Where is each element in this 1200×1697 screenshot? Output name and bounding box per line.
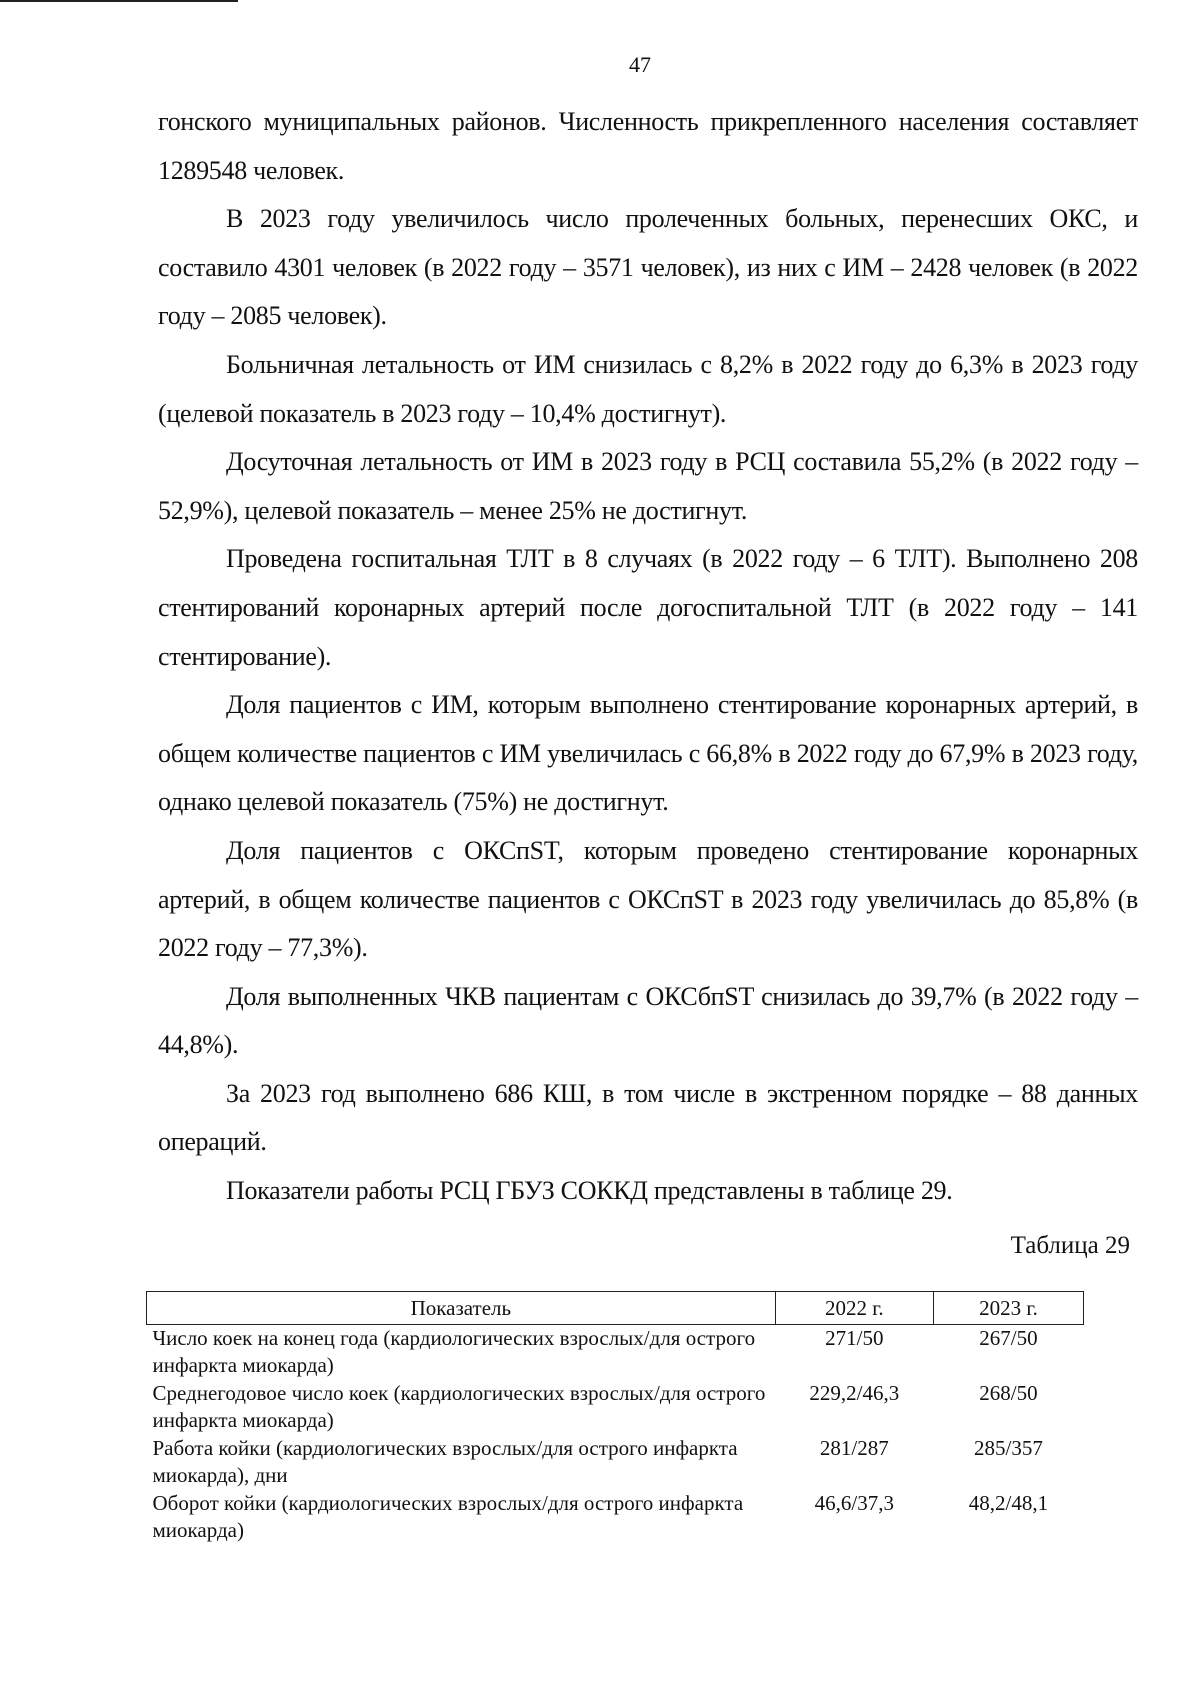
body-text	[158, 98, 1138, 1216]
table-row	[147, 1435, 1084, 1490]
row-value-2022: 46,6/37,3	[814, 1491, 894, 1515]
row-value-2023: 285/357	[974, 1436, 1043, 1460]
row-value-2022: 281/287	[819, 1436, 889, 1460]
table-caption: Таблица 29	[1010, 1232, 1130, 1259]
row-indicator: Среднегодовое число коек (кардиологических взрослых/для острого инфаркта миокарда)	[152, 1381, 766, 1432]
paragraph: Показатели работы РСЦ ГБУЗ СОККД представлены в таблице 29.	[226, 1176, 953, 1206]
top-rule	[0, 0, 238, 2]
row-value-2022: 271/50	[825, 1326, 884, 1350]
page-number: 47	[629, 52, 651, 77]
table-row	[147, 1490, 1084, 1545]
row-value-2022: 229,2/46,3	[809, 1381, 900, 1405]
paragraph: За 2023 год выполнено 686 КШ, в том числе в экстренном порядке – 88 данных операций.	[158, 1078, 1138, 1157]
row-indicator: Число коек на конец года (кардиологических взрослых/для острого инфаркта миокарда)	[152, 1326, 756, 1377]
paragraph: Доля пациентов с ОКСпST, которым проведено стентирование коронарных артерий, в общем количестве пациентов с ОКСпST в 2023 году увеличилась до 85,8% (в 2022 году – 77,3%).	[158, 835, 1138, 963]
indicators-table	[146, 1291, 1084, 1545]
paragraph: Доля пациентов с ИМ, которым выполнено стентирование коронарных артерий, в общем количестве пациентов с ИМ увеличилась с 66,8% в 2022 году до 67,9% в 2023 году, однако целевой показатель (75%) не достигнут.	[158, 690, 1138, 817]
table-row	[147, 1325, 1084, 1381]
paragraph: Больничная летальность от ИМ снизилась с 8,2% в 2022 году до 6,3% в 2023 году (целевой показатель в 2023 году – 10,4% достигнут).	[158, 349, 1138, 428]
header-2022: 2022 г.	[775, 1292, 933, 1325]
header-indicator: Показатель	[147, 1292, 776, 1325]
row-value-2023: 48,2/48,1	[968, 1491, 1049, 1515]
header-2023: 2023 г.	[933, 1292, 1083, 1325]
table-header-row	[147, 1292, 1084, 1325]
paragraph: гонского муниципальных районов. Численность прикрепленного населения составляет 1289548 человек.	[158, 107, 1138, 185]
paragraph: В 2023 году увеличилось число пролеченных больных, перенесших ОКС, и составило 4301 человек (в 2022 году – 3571 человек), из них с ИМ – 2428 человек (в 2022 году – 2085 человек).	[158, 204, 1138, 331]
paragraph: Проведена госпитальная ТЛТ в 8 случаях (в 2022 году – 6 ТЛТ). Выполнено 208 стентирований коронарных артерий после догоспитальной ТЛТ (в 2022 году – 141 стентирование).	[158, 544, 1138, 671]
paragraph: Доля выполненных ЧКВ пациентам с ОКСбпST снизилась до 39,7% (в 2022 году – 44,8%).	[158, 981, 1138, 1060]
row-value-2023: 268/50	[979, 1381, 1038, 1405]
row-value-2023: 267/50	[979, 1326, 1038, 1350]
table-row	[147, 1380, 1084, 1435]
paragraph: Досуточная летальность от ИМ в 2023 году в РСЦ составила 55,2% (в 2022 году – 52,9%), целевой показатель – менее 25% не достигнут.	[158, 447, 1138, 525]
row-indicator: Работа койки (кардиологических взрослых/для острого инфаркта миокарда), дни	[152, 1436, 738, 1487]
row-indicator: Оборот койки (кардиологических взрослых/для острого инфаркта миокарда)	[152, 1491, 744, 1542]
